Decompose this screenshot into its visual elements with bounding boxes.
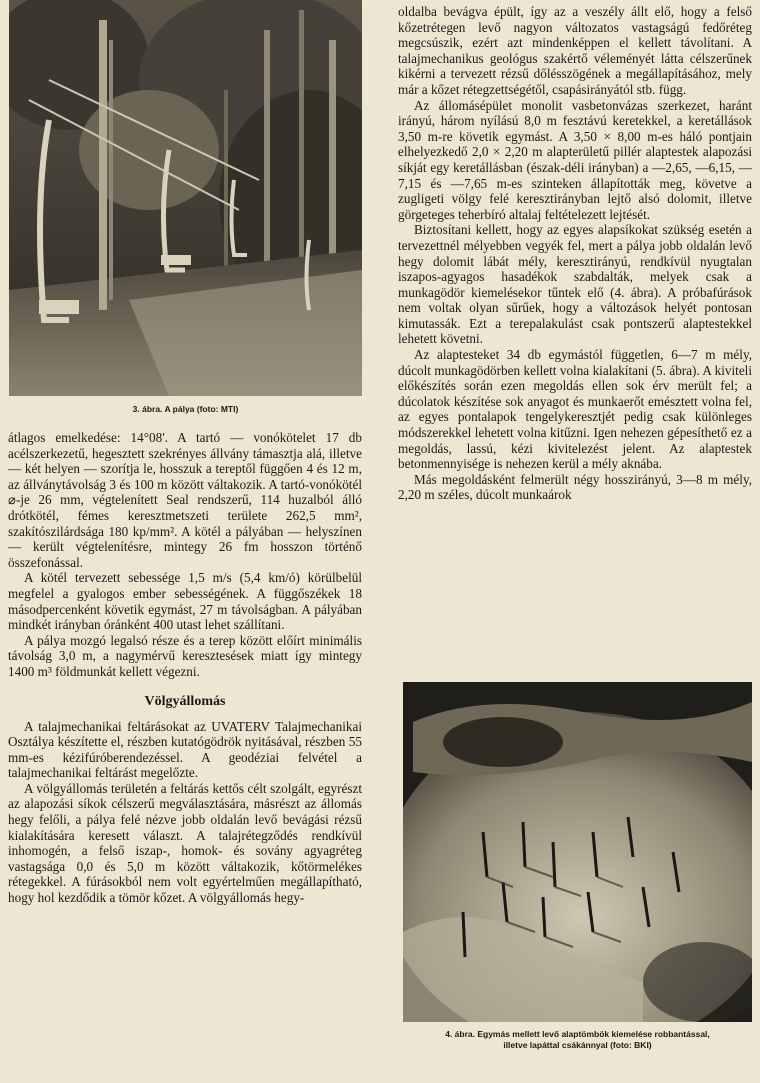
figure-4-caption <box>403 1029 752 1051</box>
right-column-text <box>398 4 752 503</box>
figure-3-photo <box>9 0 362 396</box>
figure-4-photo <box>403 682 752 1022</box>
paragraph: oldalba bevágva épült, így az a veszély állt elő, hogy a felső kőzetrétegen levő nagyon változatos vastagságú fedőréteg megcsúszik, ezért azt mindenképpen el kellett távolítani. A talajmechanikus geológus szakértő véleményét látta célszerűnek kikérni a tervezett rézsű dőlésszögének a megállapításához, mely már a kőzet rétegzettségétől, csapásirányától stb. függ. <box>398 4 752 97</box>
paragraph: Az alaptesteket 34 db egymástól független, 6—7 m mély, dúcolt munkagödörben kellett volna kialakítani (5. ábra). A kiviteli előkészítés során ezen megoldás ellen sok érv merült fel; a dúcolatok készítése sok anyagot és munkaerőt emésztett volna fel, az egyes pontalapok tengelykeresztjét pedig csak különleges módszerekkel lehetett volna kitűzni. Igen nehezen gépesíthető ez a megoldás, lassú, kézi kivitelezést jelent. Az alaptestek betonmennyisége is nehezen kerül a mély aknába. <box>398 347 752 472</box>
paragraph: Más megoldásként felmerült négy hosszirányú, 3—8 m mély, 2,20 m széles, dúcolt munkaárok <box>398 471 752 503</box>
figure-4-caption-line-1: 4. ábra. Egymás mellett levő alaptömbök kiemelése robbantással, <box>445 1029 710 1039</box>
chairlift-photo-image <box>9 0 362 396</box>
paragraph: Biztosítani kellett, hogy az egyes alapsíkokat szükség esetén a tervezettnél mélyebben vegyék fel, mert a pálya jobb oldalán levő hegy dolomit lábát mély, keresztirányú, rendkívül nyugtalan iszapos-agyagos hasadékok szabdalták, melyek csak a munkagödör kiemelésekor tűntek elő (4. ábra). A próbafúrások nem voltak olyan sűrűek, hogy a változások helyét pontosan kimutassák. Ezt a terepalakulást csak pontszerű alaptestekkel lehetett követni. <box>398 222 752 347</box>
excavation-photo-image <box>403 682 752 1022</box>
figure-4-caption-line-2: illetve lapáttal csákánnyal (foto: BKI) <box>503 1040 652 1050</box>
left-column-text <box>8 430 362 906</box>
figure-3-caption: 3. ábra. A pálya (foto: MTI) <box>132 404 239 414</box>
paragraph: átlagos emelkedése: 14°08'. A tartó — vonókötelet 17 db acélszerkezetű, hegesztett szekrényes állvány támasztja alá, illetve — két helyen — szorítja le, hosszuk a tereptől függően 4 és 12 m, az állványtávolság 3 és 100 m között váltakozik. A tartó-vonókötél ⌀-je 26 mm, végtelenített Seal rendszerű, 114 huzalból álló drótkötél, fémes keresztmetszeti területe 262,5 mm², szakítószilárdsága 180 kp/mm². A kötél a pályában — helyszínen — került végtelenítésre, mintegy 26 fm hosszon történő összefonással. <box>8 430 362 570</box>
paragraph: A talajmechanikai feltárásokat az UVATERV Talajmechanikai Osztálya készítette el, részben kutatógödrök nyitásával, részben 55 mm-es kézifúróberendezéssel. A geodéziai felvétel a talajmechanikai feltárást megelőzte. <box>8 718 362 781</box>
paragraph: A völgyállomás területén a feltárás kettős célt szolgált, egyrészt az alapozási síkok célszerű megválasztására, másrészt az állomás hegy felőli, a pálya felé nézve jobb oldalán levő bevágási rézsű kialakítására keresett választ. A talajrétegződés rendkívül inhomogén, a felső iszap-, homok- és sovány agyagréteg vastagsága 0,0 és 5,0 m között váltakozik, kőtörmelékes rétegekkel. A fúrásokból nem volt egyértelműen megállapítható, hogy hol kezdődik a tömör kőzet. A völgyállomás hegy- <box>8 780 362 906</box>
paragraph: Az állomásépület monolit vasbetonvázas szerkezet, haránt irányú, három nyílású 8,0 m fesztávú keretekkel, a keretállások 3,50 m-re követik egymást. A 3,50 × 8,00 m-es háló pontjain elhelyezkedő 2,0 × 2,20 m alapterületű pillér alaptestek alapozási síkját egy keretállásban (észak-déli irányban) a —2,65, —6,15, —7,15 és —7,65 m-es szinteken állapították meg, követve a zugligeti völgy felé keresztirányban lejtő alsó dolomit, illetve görgeteges teherbíró altalaj feltételezett lejtését. <box>398 97 752 222</box>
paragraph: A kötél tervezett sebessége 1,5 m/s (5,4 km/ó) körülbelül megfelel a gyalogos ember sebességének. A függőszékek 18 másodpercenként követik egymást, 27 m távolságban. A pályában mindkét irányban óránként 400 utast lehet szállítani. <box>8 570 362 633</box>
paragraph: A pálya mozgó legalsó része és a terep között előírt minimális távolság 3,0 m, a nagymérvű keresztesések miatt így mintegy 1400 m³ földmunkát kellett végezni. <box>8 632 362 679</box>
section-heading: Völgyállomás <box>144 693 226 709</box>
